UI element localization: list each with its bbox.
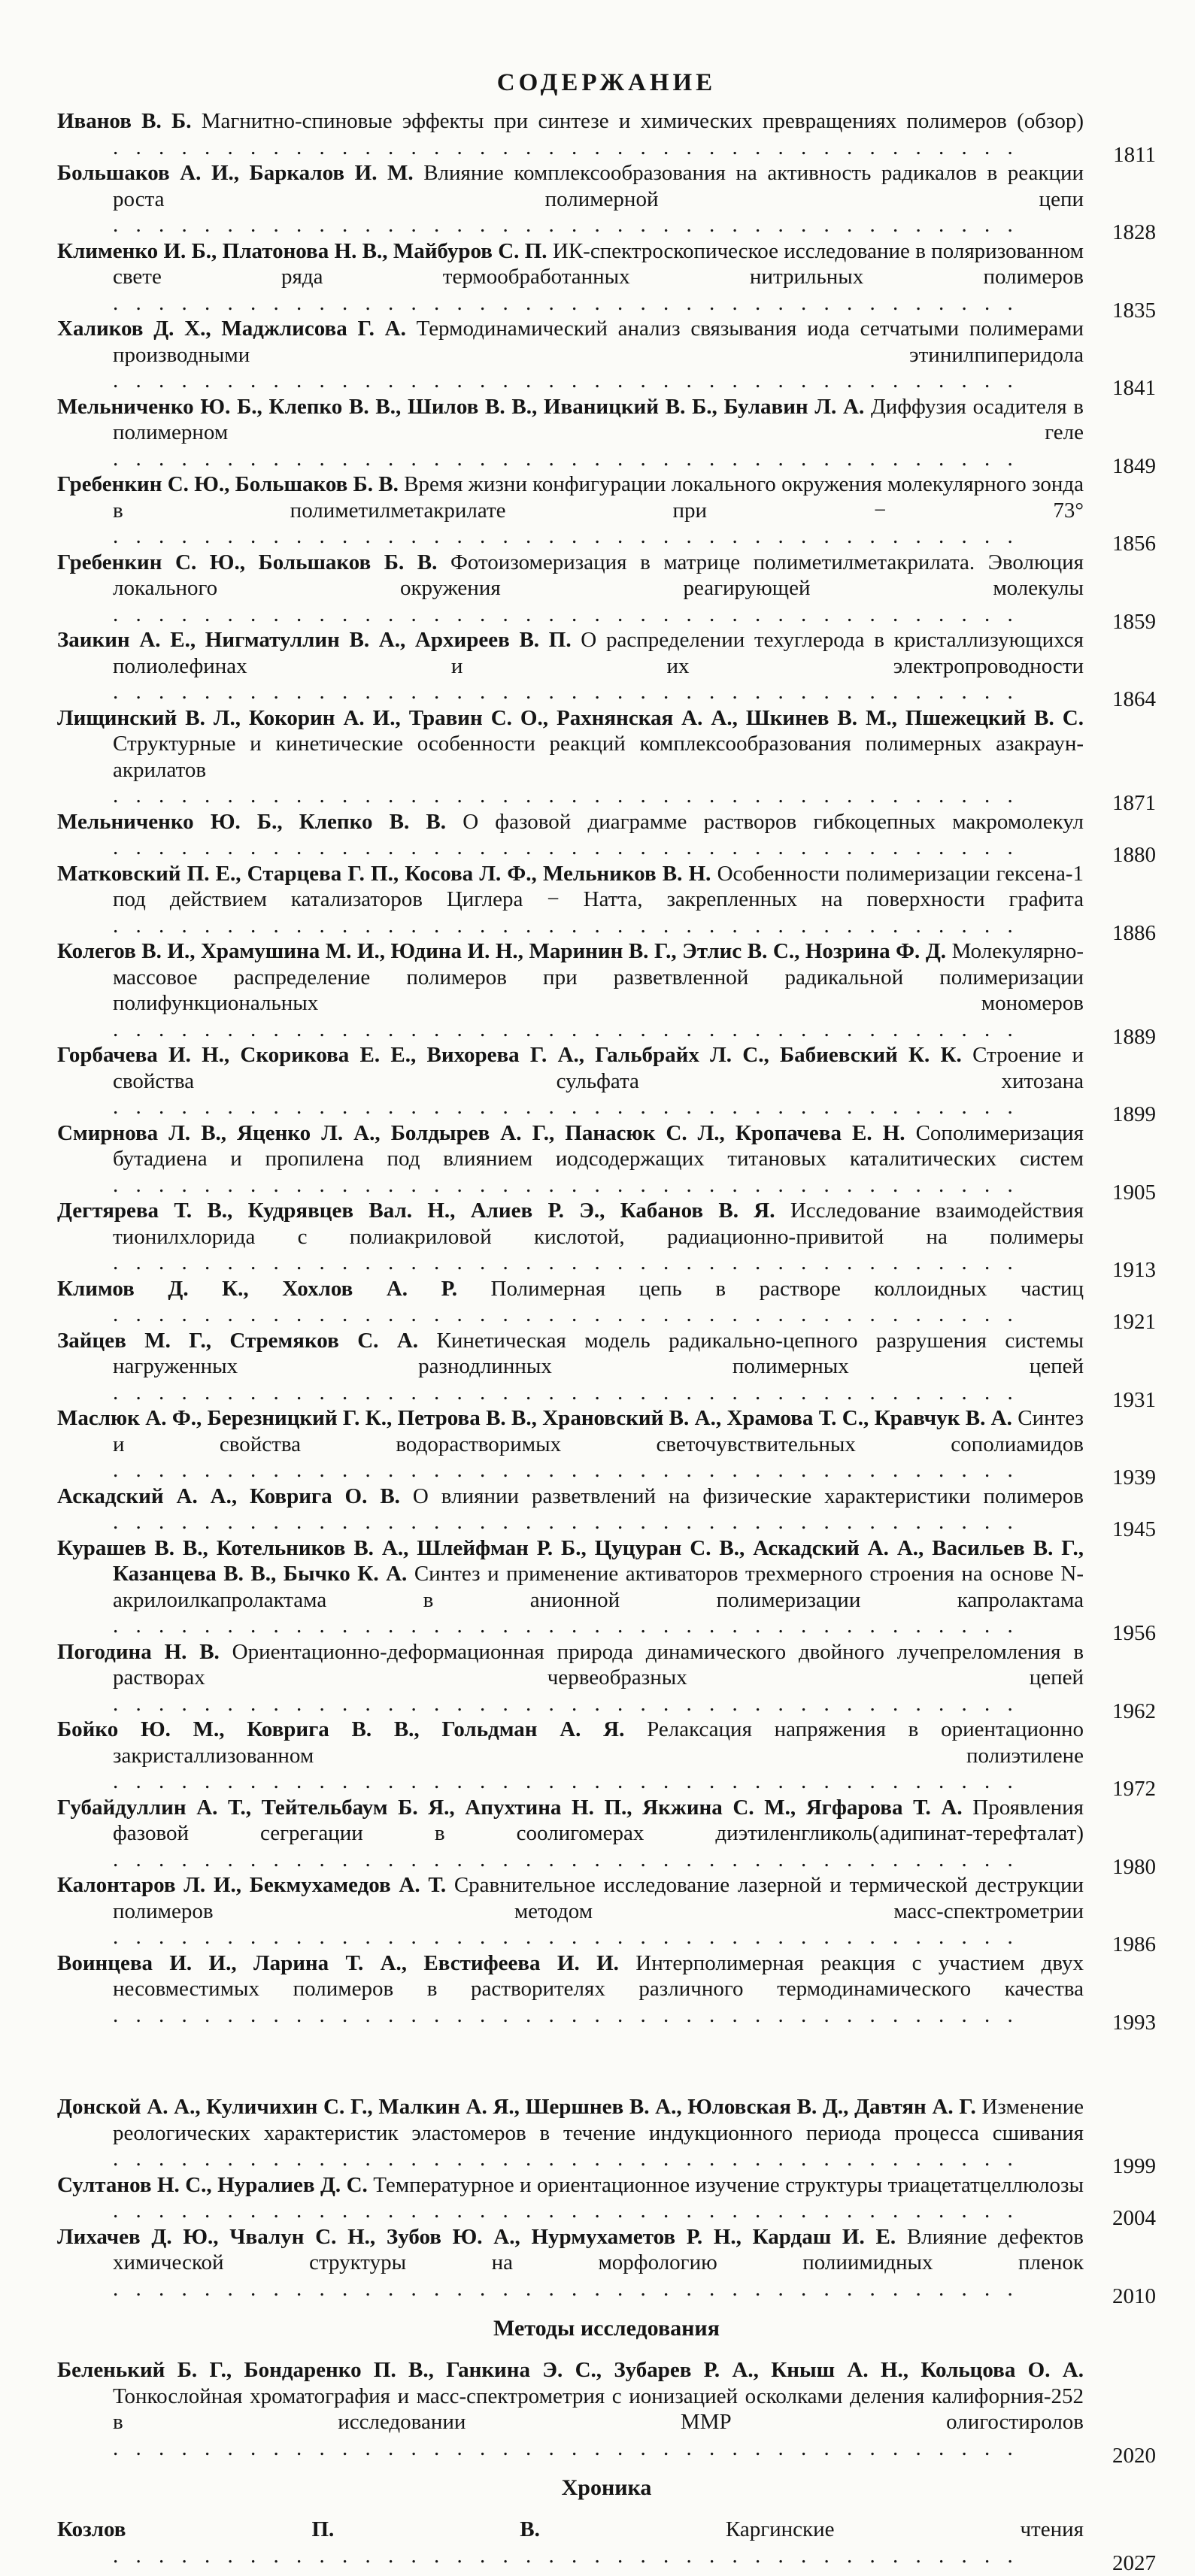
toc-entry [57, 2094, 1156, 2172]
toc-entry [57, 2517, 1156, 2568]
entry-page-number: 1849 [1112, 453, 1156, 480]
entry-authors: Беленький Б. Г., Бондаренко П. В., Ганкина Э. С., Зубарев Р. А., Кныш А. Н., Кольцова О. А. [57, 2358, 1084, 2382]
toc-entry [57, 108, 1156, 160]
dot-leader: . . . . . . . . . . . . . . . . . . . . . . . . . . . . . . . . . . . . . . . . [113, 135, 1019, 159]
entry-authors: Калонтаров Л. И., Бекмухамедов А. Т. [57, 1873, 446, 1897]
contents-group-secondary [57, 2094, 1156, 2302]
dot-leader: . . . . . . . . . . . . . . . . . . . . . . . . . . . . . . . . . . . . . . . . [113, 1847, 1019, 1871]
page-title: СОДЕРЖАНИЕ [57, 0, 1156, 108]
entry-title: Синтез и применение активаторов трехмерного строения на основе N-акрилоилкапролактама в анионной полимеризации капролактама [113, 1562, 1084, 1612]
entry-page-number: 1993 [1112, 2010, 1156, 2036]
entry-title: Сополимеризация бутадиена и пропилена под влиянием иодсодержащих титановых каталитических систем [113, 1121, 1084, 1171]
toc-entry [57, 471, 1156, 550]
entry-authors: Лищинский В. Л., Кокорин А. И., Травин С. О., Рахнянская А. А., Шкинев В. М., Пшежецкий В. С. [57, 706, 1084, 730]
section-title-methods: Методы исследования [57, 2314, 1156, 2344]
entry-title: Изменение реологических характеристик эластомеров в течение индукционного периода процесса сшивания [113, 2095, 1084, 2145]
toc-entry [57, 1405, 1156, 1483]
entry-authors: Иванов В. Б. [57, 109, 191, 133]
toc-entry [57, 627, 1156, 705]
entry-title: Строение и свойства сульфата хитозана [113, 1043, 1084, 1093]
entry-title: Диффузия осадителя в полимерном геле [113, 395, 1084, 445]
toc-entry [57, 705, 1156, 809]
entry-authors: Дегтярева Т. В., Кудрявцев Вал. Н., Алиев Р. Э., Кабанов В. Я. [57, 1199, 775, 1223]
section-methods [57, 2314, 1156, 2461]
entry-page-number: 1864 [1112, 686, 1156, 713]
entry-page-number: 2020 [1112, 2443, 1156, 2469]
dot-leader: . . . . . . . . . . . . . . . . . . . . . . . . . . . . . . . . . . . . . . . . [113, 291, 1019, 315]
entry-page-number: 2010 [1112, 2284, 1156, 2310]
dot-leader: . . . . . . . . . . . . . . . . . . . . . . . . . . . . . . . . . . . . . . . . [113, 1250, 1019, 1274]
entry-title: Структурные и кинетические особенности реакций комплексообразования полимерных азакраун-акрилатов [113, 732, 1084, 782]
dot-leader: . . . . . . . . . . . . . . . . . . . . . . . . . . . . . . . . . . . . . . . . [113, 2277, 1019, 2301]
toc-entry [57, 1198, 1156, 1276]
entry-page-number: 1913 [1112, 1257, 1156, 1283]
entry-title: Релаксация напряжения в ориентационно закристаллизованном полиэтилене [113, 1717, 1084, 1768]
dot-leader: . . . . . . . . . . . . . . . . . . . . . . . . . . . . . . . . . . . . . . . . [113, 914, 1019, 938]
entry-title: О распределении техуглерода в кристаллизующихся полиолефинах и их электропроводности [113, 628, 1084, 678]
entry-page-number: 1841 [1112, 375, 1156, 402]
entry-page-number: 1921 [1112, 1309, 1156, 1335]
dot-leader: . . . . . . . . . . . . . . . . . . . . . . . . . . . . . . . . . . . . . . . . [113, 1510, 1019, 1534]
dot-leader: . . . . . . . . . . . . . . . . . . . . . . . . . . . . . . . . . . . . . . . . [113, 602, 1019, 626]
dot-leader: . . . . . . . . . . . . . . . . . . . . . . . . . . . . . . . . . . . . . . . . [113, 2199, 1019, 2223]
entry-page-number: 1899 [1112, 1102, 1156, 1128]
entry-page-number: 1980 [1112, 1854, 1156, 1880]
toc-entry [57, 861, 1156, 939]
entry-title: Магнитно-спиновые эффекты при синтезе и химических превращениях полимеров (обзор) [202, 109, 1084, 133]
toc-entry [57, 1639, 1156, 1717]
toc-entry [57, 1483, 1156, 1535]
group-separator [57, 2028, 1156, 2094]
entry-authors: Горбачева И. Н., Скорикова Е. Е., Вихорева Г. А., Гальбрайх Л. С., Бабиевский К. К. [57, 1043, 962, 1067]
dot-leader: . . . . . . . . . . . . . . . . . . . . . . . . . . . . . . . . . . . . . . . . [113, 1925, 1019, 1949]
entry-title: Полимерная цепь в растворе коллоидных частиц [491, 1277, 1084, 1301]
entry-page-number: 1962 [1112, 1699, 1156, 1725]
entry-authors: Султанов Н. С., Нуралиев Д. С. [57, 2173, 368, 2197]
entry-title: Ориентационно-деформационная природа динамического двойного лучепреломления в растворах червеобразных цепей [113, 1640, 1084, 1690]
dot-leader: . . . . . . . . . . . . . . . . . . . . . . . . . . . . . . . . . . . . . . . . [113, 1614, 1019, 1638]
entry-page-number: 1886 [1112, 920, 1156, 947]
entry-authors: Донской А. А., Куличихин С. Г., Малкин А. Я., Шершнев В. А., Юловская В. Д., Давтян А. Г. [57, 2095, 976, 2119]
dot-leader: . . . . . . . . . . . . . . . . . . . . . . . . . . . . . . . . . . . . . . . . [113, 1095, 1019, 1119]
toc-entry [57, 160, 1156, 238]
entry-page-number: 2027 [1112, 2550, 1156, 2576]
entry-title: ИК-спектроскопическое исследование в поляризованном свете ряда термообработанных нитрильных полимеров [113, 239, 1084, 289]
entry-authors: Большаков А. И., Баркалов И. М. [57, 161, 414, 185]
entry-page-number: 1811 [1113, 142, 1156, 168]
entry-authors: Бойко Ю. М., Коврига В. В., Гольдман А. Я. [57, 1717, 624, 1741]
entry-authors: Губайдуллин А. Т., Тейтельбаум Б. Я., Апухтина Н. П., Якжина С. М., Ягфарова Т. А. [57, 1796, 963, 1820]
toc-entry [57, 2224, 1156, 2302]
dot-leader: . . . . . . . . . . . . . . . . . . . . . . . . . . . . . . . . . . . . . . . . [113, 1173, 1019, 1197]
section-title-chronicle: Хроника [57, 2473, 1156, 2503]
entry-authors: Колегов В. И., Храмушина М. И., Юдина И. Н., Маринин В. Г., Этлис В. С., Нозрина Ф. Д. [57, 939, 946, 963]
toc-entry [57, 1717, 1156, 1795]
dot-leader: . . . . . . . . . . . . . . . . . . . . . . . . . . . . . . . . . . . . . . . . [113, 524, 1019, 548]
entry-title: Сравнительное исследование лазерной и термической деструкции полимеров методом масс-спектрометрии [113, 1873, 1084, 1923]
toc-entry [57, 550, 1156, 628]
entry-title: Кинетическая модель радикально-цепного разрушения системы нагруженных разнодлинных полимерных цепей [113, 1329, 1084, 1379]
entry-authors: Климов Д. К., Хохлов А. Р. [57, 1277, 457, 1301]
entry-authors: Заикин А. Е., Нигматуллин В. А., Архиреев В. П. [57, 628, 572, 652]
entry-page-number: 1856 [1112, 531, 1156, 557]
entry-page-number: 1880 [1112, 842, 1156, 868]
entry-page-number: 1871 [1112, 790, 1156, 817]
dot-leader: . . . . . . . . . . . . . . . . . . . . . . . . . . . . . . . . . . . . . . . . [113, 2544, 1019, 2568]
toc-entry [57, 2357, 1156, 2461]
toc-entry [57, 1328, 1156, 1406]
entry-title: О фазовой диаграмме растворов гибкоцепных макромолекул [463, 810, 1084, 834]
entry-title: Молекулярно-массовое распределение полимеров при разветвленной радикальной полимеризации полифункциональных мономеров [113, 939, 1084, 1015]
entry-authors: Гребенкин С. Ю., Большаков Б. В. [57, 472, 399, 496]
entry-title: Термодинамический анализ связывания иода сетчатыми полимерами производными этинилпиперидола [113, 317, 1084, 367]
entry-page-number: 1905 [1112, 1180, 1156, 1206]
entry-authors: Мельниченко Ю. Б., Клепко В. В. [57, 810, 446, 834]
toc-entry [57, 1872, 1156, 1950]
entry-authors: Погодина Н. В. [57, 1640, 220, 1664]
entry-page-number: 1945 [1112, 1517, 1156, 1543]
entry-title: Каргинские чтения [726, 2517, 1084, 2541]
dot-leader: . . . . . . . . . . . . . . . . . . . . . . . . . . . . . . . . . . . . . . . . [113, 783, 1019, 808]
entry-title: Температурное и ориентационное изучение структуры триацетатцеллюлозы [373, 2173, 1084, 2197]
toc-entry [57, 1042, 1156, 1120]
entry-authors: Зайцев М. Г., Стремяков С. А. [57, 1329, 418, 1353]
dot-leader: . . . . . . . . . . . . . . . . . . . . . . . . . . . . . . . . . . . . . . . . [113, 2147, 1019, 2171]
toc-entry [57, 1120, 1156, 1199]
entry-authors: Козлов П. В. [57, 2517, 540, 2541]
entry-page-number: 1939 [1112, 1465, 1156, 1491]
entry-page-number: 1828 [1112, 220, 1156, 246]
toc-entry [57, 238, 1156, 317]
entry-page-number: 1972 [1112, 1776, 1156, 1802]
entry-authors: Гребенкин С. Ю., Большаков Б. В. [57, 550, 437, 574]
entry-authors: Воинцева И. И., Ларина Т. А., Евстифеева И. И. [57, 1951, 619, 1975]
toc-entry [57, 1795, 1156, 1873]
entry-authors: Мельниченко Ю. Б., Клепко В. В., Шилов В. В., Иваницкий В. Б., Булавин Л. А. [57, 395, 864, 419]
dot-leader: . . . . . . . . . . . . . . . . . . . . . . . . . . . . . . . . . . . . . . . . [113, 1302, 1019, 1326]
toc-entry [57, 2172, 1156, 2224]
toc-entry [57, 1276, 1156, 1328]
dot-leader: . . . . . . . . . . . . . . . . . . . . . . . . . . . . . . . . . . . . . . . . [113, 1380, 1019, 1405]
entry-title: Интерполимерная реакция с участием двух несовместимых полимеров в растворителях различного термодинамического качества [113, 1951, 1084, 2002]
entry-title: Проявления фазовой сегрегации в соолигомерах диэтиленгликоль(адипинат-терефталат) [113, 1796, 1084, 1846]
dot-leader: . . . . . . . . . . . . . . . . . . . . . . . . . . . . . . . . . . . . . . . . [113, 835, 1019, 859]
entry-authors: Смирнова Л. В., Яценко Л. А., Болдырев А. Г., Панасюк С. Л., Кропачева Е. Н. [57, 1121, 905, 1145]
entry-authors: Лихачев Д. Ю., Чвалун С. Н., Зубов Ю. А., Нурмухаметов Р. Н., Кардаш И. Е. [57, 2225, 896, 2249]
toc-entry [57, 394, 1156, 472]
dot-leader: . . . . . . . . . . . . . . . . . . . . . . . . . . . . . . . . . . . . . . . . [113, 2436, 1019, 2460]
section-chronicle-entries [57, 2517, 1156, 2568]
entry-authors: Матковский П. Е., Старцева Г. П., Косова Л. Ф., Мельников В. Н. [57, 862, 711, 886]
contents-group-main [57, 108, 1156, 2028]
toc-entry [57, 938, 1156, 1042]
entry-title: Особенности полимеризации гексена-1 под действием катализаторов Циглера − Натта, закрепленных на поверхности графита [113, 862, 1084, 912]
entry-title: Влияние комплексообразования на активность радикалов в реакции роста полимерной цепи [113, 161, 1084, 211]
section-chronicle [57, 2473, 1156, 2568]
dot-leader: . . . . . . . . . . . . . . . . . . . . . . . . . . . . . . . . . . . . . . . . [113, 1769, 1019, 1793]
dot-leader: . . . . . . . . . . . . . . . . . . . . . . . . . . . . . . . . . . . . . . . . [113, 213, 1019, 237]
entry-page-number: 1956 [1112, 1620, 1156, 1647]
entry-page-number: 1859 [1112, 609, 1156, 635]
dot-leader: . . . . . . . . . . . . . . . . . . . . . . . . . . . . . . . . . . . . . . . . [113, 680, 1019, 704]
dot-leader: . . . . . . . . . . . . . . . . . . . . . . . . . . . . . . . . . . . . . . . . [113, 2003, 1019, 2027]
entry-page-number: 1889 [1112, 1024, 1156, 1050]
toc-entry [57, 809, 1156, 861]
dot-leader: . . . . . . . . . . . . . . . . . . . . . . . . . . . . . . . . . . . . . . . . [113, 368, 1019, 392]
entry-title: О влиянии разветвлений на физические характеристики полимеров [413, 1484, 1084, 1508]
entry-authors: Маслюк А. Ф., Березницкий Г. К., Петрова В. В., Храновский В. А., Храмова Т. С., Кравчук В. А. [57, 1406, 1012, 1430]
entry-title: Фотоизомеризация в матрице полиметилметакрилата. Эволюция локального окружения реагирующей молекулы [113, 550, 1084, 601]
entry-authors: Аскадский А. А., Коврига О. В. [57, 1484, 400, 1508]
entry-title: Влияние дефектов химической структуры на морфологию полиимидных пленок [113, 2225, 1084, 2275]
dot-leader: . . . . . . . . . . . . . . . . . . . . . . . . . . . . . . . . . . . . . . . . [113, 1692, 1019, 1716]
entry-page-number: 1986 [1112, 1932, 1156, 1958]
toc-entry [57, 1535, 1156, 1639]
dot-leader: . . . . . . . . . . . . . . . . . . . . . . . . . . . . . . . . . . . . . . . . [113, 1458, 1019, 1482]
toc-entry [57, 316, 1156, 394]
entry-page-number: 1931 [1112, 1387, 1156, 1414]
entry-authors: Халиков Д. Х., Маджлисова Г. А. [57, 317, 406, 341]
dot-leader: . . . . . . . . . . . . . . . . . . . . . . . . . . . . . . . . . . . . . . . . [113, 447, 1019, 471]
entry-page-number: 1999 [1112, 2153, 1156, 2180]
entry-page-number: 2004 [1112, 2205, 1156, 2232]
entry-title: Время жизни конфигурации локального окружения молекулярного зонда в полиметилметакрилате при − 73° [113, 472, 1084, 523]
toc-entry [57, 1950, 1156, 2029]
entry-authors: Курашев В. В., Котельников В. А., Шлейфман Р. Б., Цуцуран С. В., Аскадский А. А., Васильев В. Г., Казанцева В. В., Бычко К. А. [57, 1536, 1084, 1587]
entry-page-number: 1835 [1112, 298, 1156, 324]
entry-authors: Клименко И. Б., Платонова Н. В., Майбуров С. П. [57, 239, 547, 263]
dot-leader: . . . . . . . . . . . . . . . . . . . . . . . . . . . . . . . . . . . . . . . . [113, 1017, 1019, 1041]
entry-title: Синтез и свойства водорастворимых светочувствительных сополиамидов [113, 1406, 1084, 1456]
entry-title: Исследование взаимодействия тионилхлорида с полиакриловой кислотой, радиационно-привитой на полимеры [113, 1199, 1084, 1249]
section-methods-entries [57, 2357, 1156, 2461]
entry-title: Тонкослойная хроматография и масс-спектрометрия с ионизацией осколками деления калифорния-252 в исследовании ММР олигостиролов [113, 2384, 1084, 2435]
